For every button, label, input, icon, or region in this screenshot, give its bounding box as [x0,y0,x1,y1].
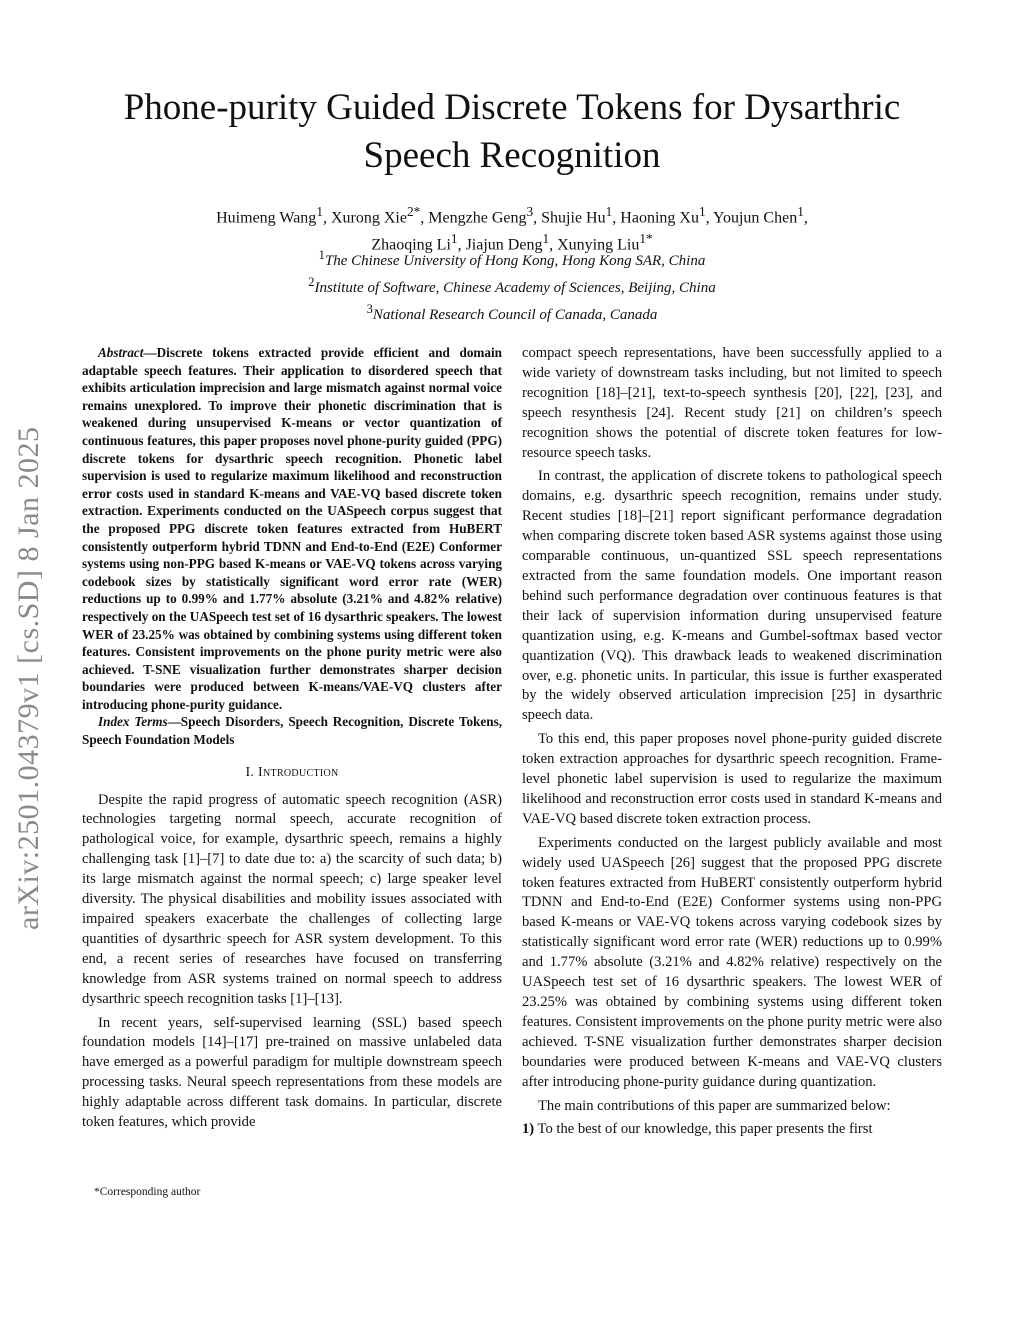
author-name: Shujie Hu [541,209,606,227]
body-paragraph: Despite the rapid progress of automatic speech recognition (ASR) technologies targeting normal speech, accurate recognition of pathological voice, for example, dysarthric speech, remains a highly challenging task [1]–[7] to date due to: a) the scarcity of such data; b) its large mismatch against the normal speech; c) large speaker level diversity. The physical disabilities and mobility issues associated with impaired speakers exacerbate the challenges of collecting large quantities of dysarthric speech for ASR system development. To this end, a recent series of researches have focused on transferring knowledge from ASR systems trained on normal speech to address dysarthric speech recognition tasks [1]–[13]. [82,791,502,1007]
author-name: Mengzhe Geng [428,209,527,227]
author-name: Haoning Xu [620,209,699,227]
author-name: Xunying Liu [557,236,640,254]
affiliation [100,299,924,326]
affiliation [100,245,924,272]
author-separator: , [549,236,558,254]
right-body [522,344,942,1116]
author-name: Jiajun Deng [465,236,543,254]
author-name: Zhaoqing Li [371,236,451,254]
index-terms [82,713,502,748]
contribution-text: To the best of our knowledge, this paper presents the first [534,1121,873,1138]
left-body [82,791,502,1133]
arxiv-stamp: arXiv:2501.04379v1 [cs.SD] 8 Jan 2025 [12,426,45,930]
title-line-2: Speech Recognition [363,135,661,176]
index-terms-text: —Speech Disorders, Speech Recognition, Discrete Tokens, Speech Foundation Models [82,714,502,748]
contribution-number: 1) [522,1121,535,1138]
author-affiliation-marker: 2* [406,204,421,219]
affiliation-marker: 1 [318,248,325,262]
author-separator: , [705,209,714,227]
contribution-item [522,1120,942,1140]
section-heading [82,763,502,783]
abstract [82,344,502,713]
author-affiliation-marker: 1 [316,204,323,219]
affiliation [100,272,924,299]
author-name: Xurong Xie [330,209,407,227]
author-affiliation-marker: 1 [450,231,458,247]
abstract-text: —Discrete tokens extracted provide efficient and domain adaptable speech features. Their application to disordered speech that exhibits articulation imprecision and large mismatch against normal voice remains unexplored. To improve their phonetic discrimination that is weakened during unsupervised K-means or vector quantization of continuous features, this paper proposes novel phone-purity guided (PPG) discrete tokens for dysarthric speech recognition. Phonetic label supervision is used to regularize maximum likelihood and reconstruction error costs used in standard K-means and VAE-VQ based discrete token extraction. Experiments conducted on the UASpeech corpus suggest that the proposed PPG discrete token features extracted from HuBERT consistently outperform hybrid TDNN and End-to-End (E2E) Conformer systems using non-PPG based K-means or VAE-VQ tokens across varying codebook sizes by statistically significant word error rate (WER) reductions up to 0.99% and 1.77% absolute (3.21% and 4.82% relative) respectively on the UASpeech test set of 16 dysarthric speakers. The lowest WER of 23.25% was obtained by combining systems using different token features. Consistent improvements on the phone purity metric were also achieved. T-SNE visualization further demonstrates sharper decision boundaries were produced between K-means/VAE-VQ clusters after introducing phone-purity guidance. [82,345,502,712]
body-paragraph: In recent years, self-supervised learning (SSL) based speech foundation models [14]–[17] pre-trained on massive unlabeled data have emerged as a powerful paradigm for multiple downstream speech processing tasks. Neural speech representations from these models are highly adaptable across different task domains. In particular, discrete token features, which provide [82,1014,502,1131]
author-name: Huimeng Wang [216,209,317,227]
affiliation-text: Institute of Software, Chinese Academy of Sciences, Beijing, China [314,280,716,296]
body-paragraph: To this end, this paper proposes novel phone-purity guided discrete token extraction approaches for dysarthric speech recognition. Frame-level phonetic label supervision is used to regularize the maximum likelihood and reconstruction error costs used in standard K-means and VAE-VQ based discrete token extraction process. [522,731,942,827]
abstract-label: Abstract [98,345,144,360]
body-paragraph: The main contributions of this paper are summarized below: [538,1097,891,1114]
affiliation-text: National Research Council of Canada, Canada [372,307,658,323]
author-separator: , [457,236,466,254]
paper-title [60,84,964,180]
author-affiliation-marker: 1* [639,231,653,247]
title-line-1: Phone-purity Guided Discrete Tokens for Dysarthric [123,87,901,128]
affiliation-marker: 3 [366,302,373,316]
author-affiliation-marker: 1 [698,204,706,219]
affiliation-list [100,245,924,326]
author-affiliation-marker: 1 [797,204,804,219]
left-column [82,344,502,1137]
author-affiliation-marker: 1 [605,204,613,219]
index-terms-label: Index Terms [98,714,168,730]
author-separator: , [803,209,808,227]
author-separator: , [420,209,429,227]
author-name: Youjun Chen [713,209,798,227]
affiliation-marker: 2 [308,275,315,289]
body-paragraph: compact speech representations, have been successfully applied to a wide variety of downstream tasks including, but not limited to speech recognition [18]–[21], text-to-speech synthesis [20], [22], [23], and speech resynthesis [24]. Recent study [21] on children’s speech recognition shows the potential of discrete token features for low-resource speech tasks. [522,345,942,461]
section-number: I. [245,764,255,780]
author-separator: , [322,209,331,227]
body-paragraph: In contrast, the application of discrete tokens to pathological speech domains, e.g. dysarthric speech recognition, remains under study. Recent studies [18]–[21] report significant performance degradation when comparing discrete token based ASR systems against those using comparable continuous, un-quantized SSL speech representations extracted from the same foundation models. One important reason behind such performance degradation over continuous features is that their lack of supervision information during unsupervised feature quantization using, e.g. K-means and Gumbel-softmax based vector quantization (VQ). This drawback leads to weakened discrimination over, e.g. phonetic units. In particular, this issue is further exasperated by the widely observed articulation imprecision [25] in dysarthric speech data. [522,468,942,724]
body-paragraph: Experiments conducted on the largest publicly available and most widely used UASpeech [26] suggest that the proposed PPG discrete token features extracted from HuBERT consistently outperform hybrid TDNN and End-to-End (E2E) Conformer systems using non-PPG based K-means or VAE-VQ tokens across varying codebook sizes by statistically significant word error rate (WER) reductions up to 0.99% and 1.77% absolute (3.21% and 4.82% relative) respectively on the UASpeech test set of 16 dysarthric speakers. The lowest WER of 23.25% was obtained by combining systems using different token features. Consistent improvements on the phone purity metric were also achieved. T-SNE visualization further demonstrates sharper decision boundaries were produced between K-means and VAE-VQ clusters after introducing phone-purity guidance during quantization. [522,834,942,1090]
author-affiliation-marker: 3 [526,204,534,219]
author-affiliation-marker: 1 [542,231,550,247]
right-column [522,344,942,1144]
section-title: Introduction [258,764,339,780]
footnote: *Corresponding author [94,1186,201,1198]
affiliation-text: The Chinese University of Hong Kong, Hong Kong SAR, China [324,253,706,269]
author-separator: , [612,209,621,227]
author-separator: , [533,209,542,227]
